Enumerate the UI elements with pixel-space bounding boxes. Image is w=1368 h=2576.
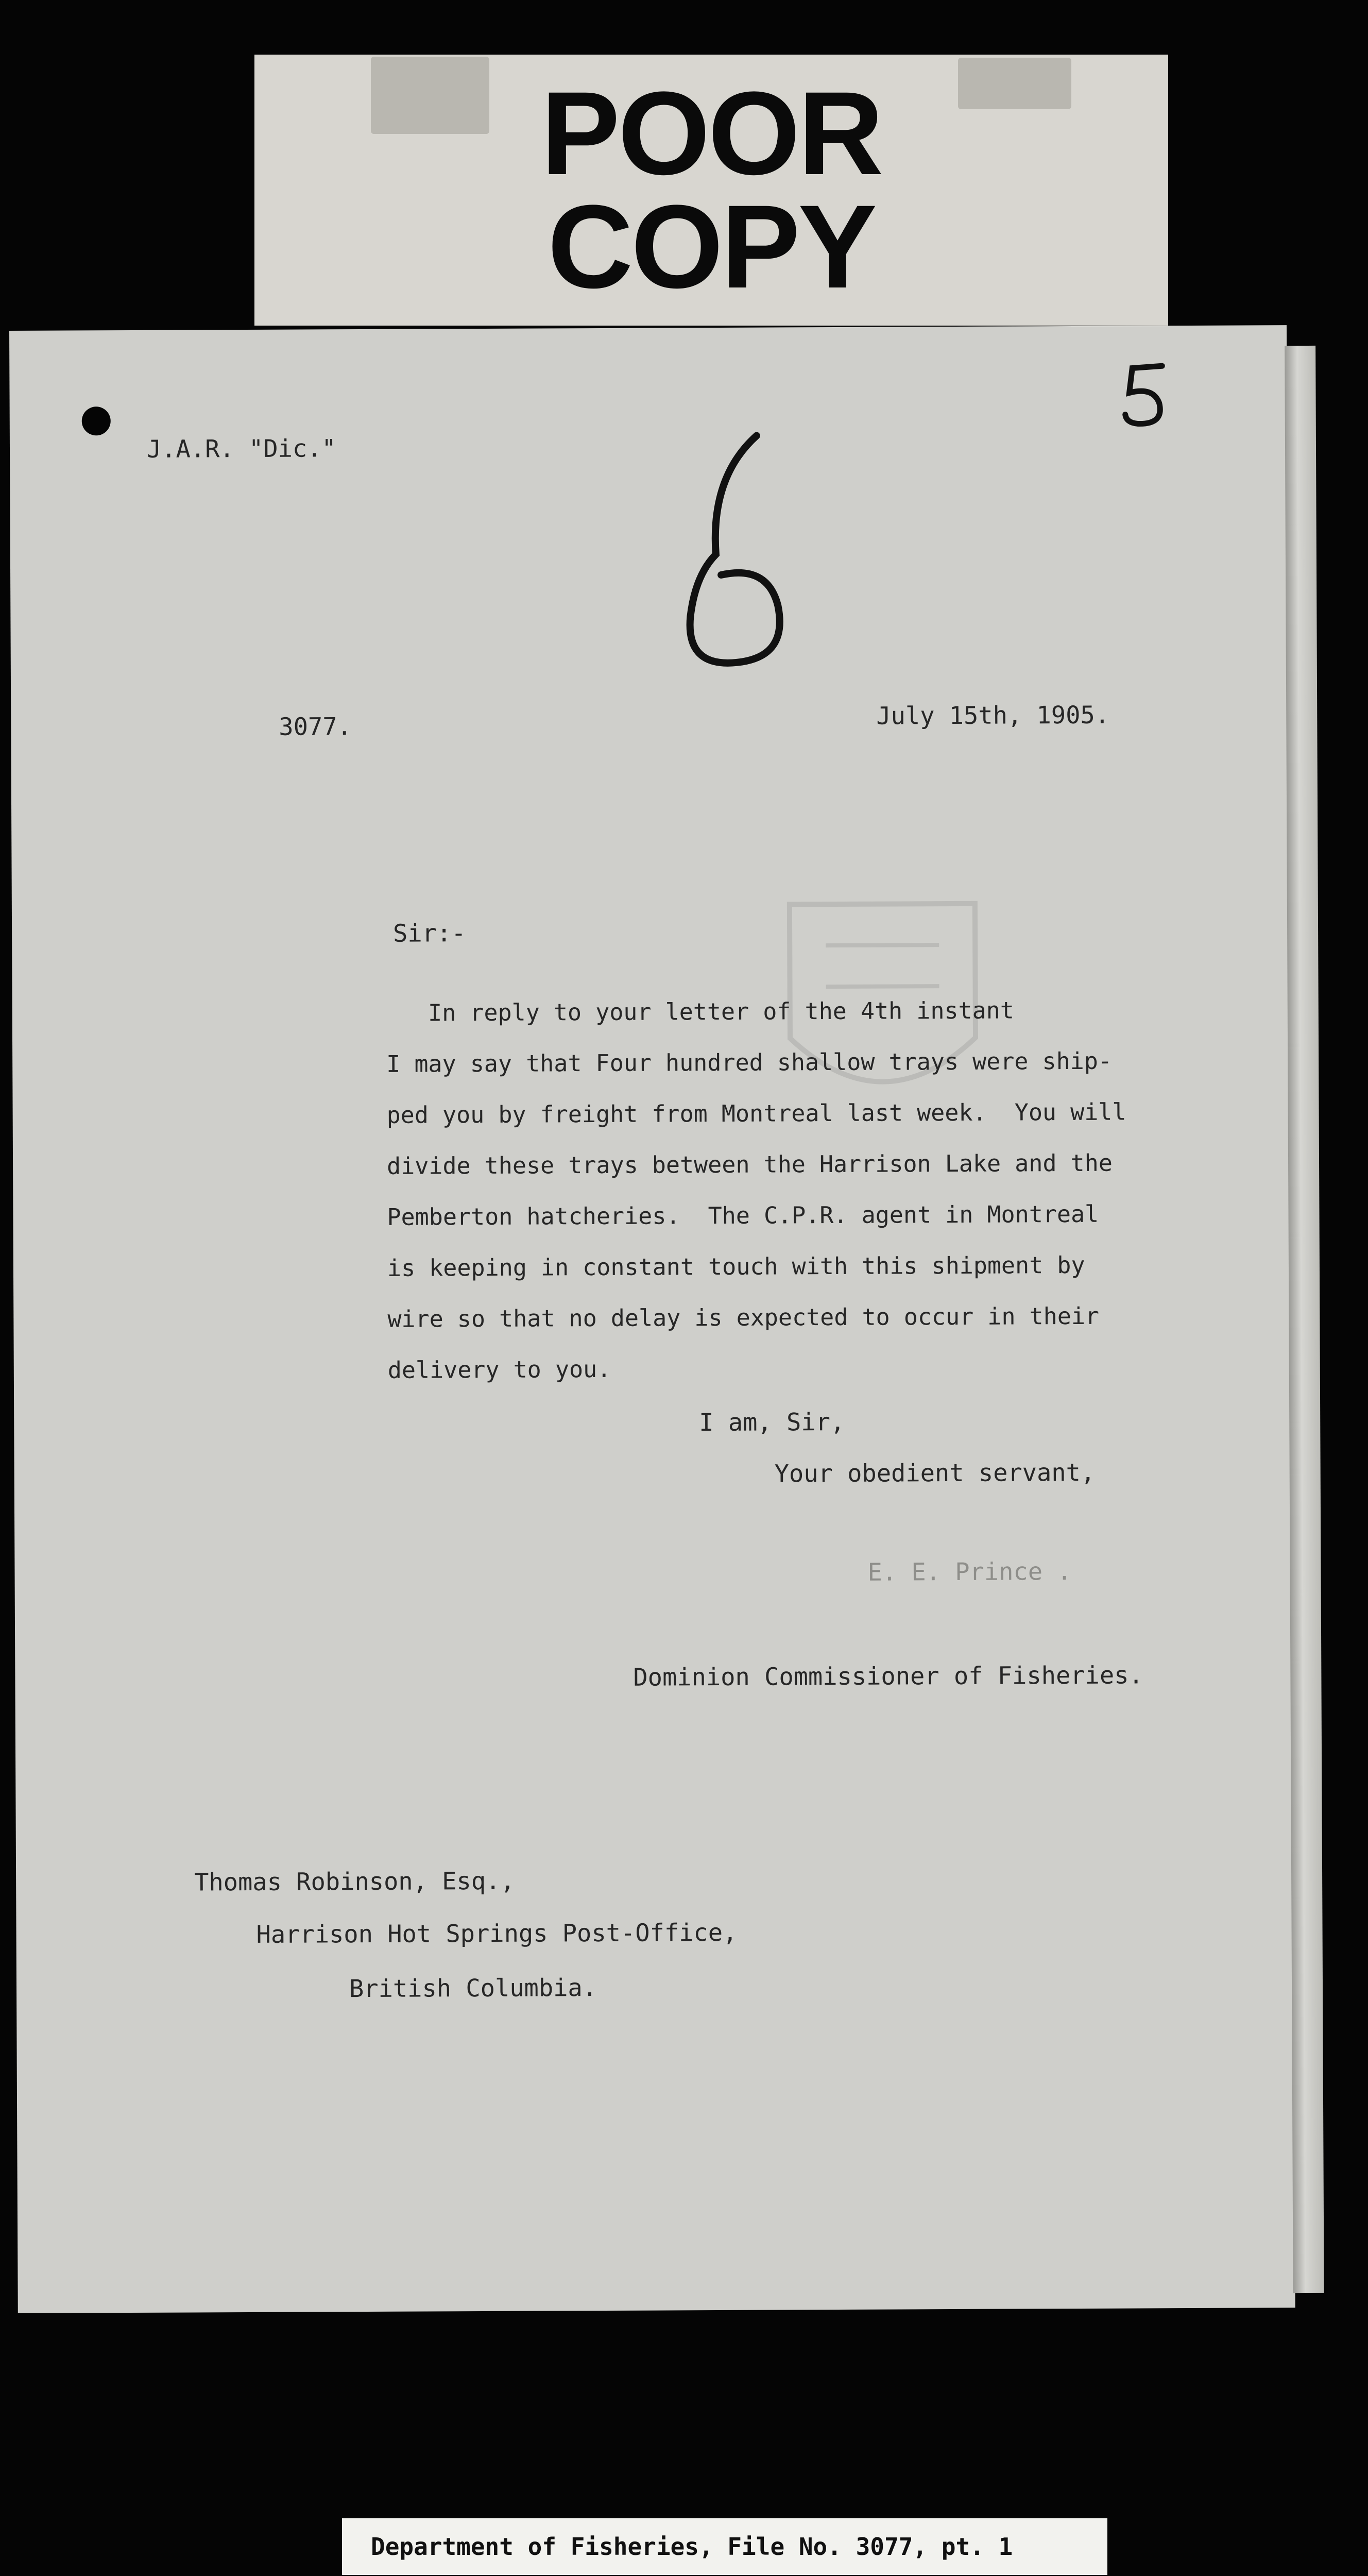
page-edge (1285, 346, 1324, 2293)
body-line: I may say that Four hundred shallow trays were ship- (386, 1047, 1113, 1078)
letter-page (9, 325, 1295, 2313)
stamp-smudge (958, 58, 1071, 109)
addressee-name: Thomas Robinson, Esq., (194, 1867, 515, 1897)
stamp-line-copy: COPY (548, 180, 875, 313)
letter-date: July 15th, 1905. (876, 701, 1110, 731)
dictation-initials: J.A.R. "Dic." (146, 434, 336, 464)
body-line: delivery to you. (387, 1355, 611, 1384)
signature: E. E. Prince . (867, 1557, 1072, 1587)
closing-line: I am, Sir, (699, 1408, 845, 1437)
body-line: is keeping in constant touch with this shipment by (387, 1251, 1085, 1282)
stamp-line-poor: POOR (541, 67, 882, 199)
folio-number-mark (679, 420, 799, 690)
salutation: Sir:- (392, 919, 466, 948)
file-reference-tag: Department of Fisheries, File No. 3077, pt. 1 (342, 2518, 1107, 2575)
body-line: In reply to your letter of the 4th instant (386, 996, 1015, 1027)
closing-servant: Your obedient servant, (774, 1458, 1096, 1488)
file-reference: 3077. (279, 713, 352, 741)
poor-copy-stamp (254, 55, 1168, 326)
addressee-province: British Columbia. (349, 1974, 597, 2004)
body-line: Pemberton hatcheries. The C.P.R. agent in Montreal (387, 1200, 1099, 1231)
signature-title: Dominion Commissioner of Fisheries. (633, 1661, 1143, 1692)
body-line: divide these trays between the Harrison Lake and the (386, 1149, 1113, 1180)
page-number-mark (1117, 357, 1174, 436)
letter-body (386, 985, 1127, 1396)
addressee-address: Harrison Hot Springs Post-Office, (256, 1918, 738, 1949)
body-line: wire so that no delay is expected to occur in their (387, 1302, 1100, 1333)
punch-hole (82, 406, 111, 435)
stamp-smudge (371, 57, 489, 134)
body-line: ped you by freight from Montreal last week. You will (386, 1098, 1126, 1129)
